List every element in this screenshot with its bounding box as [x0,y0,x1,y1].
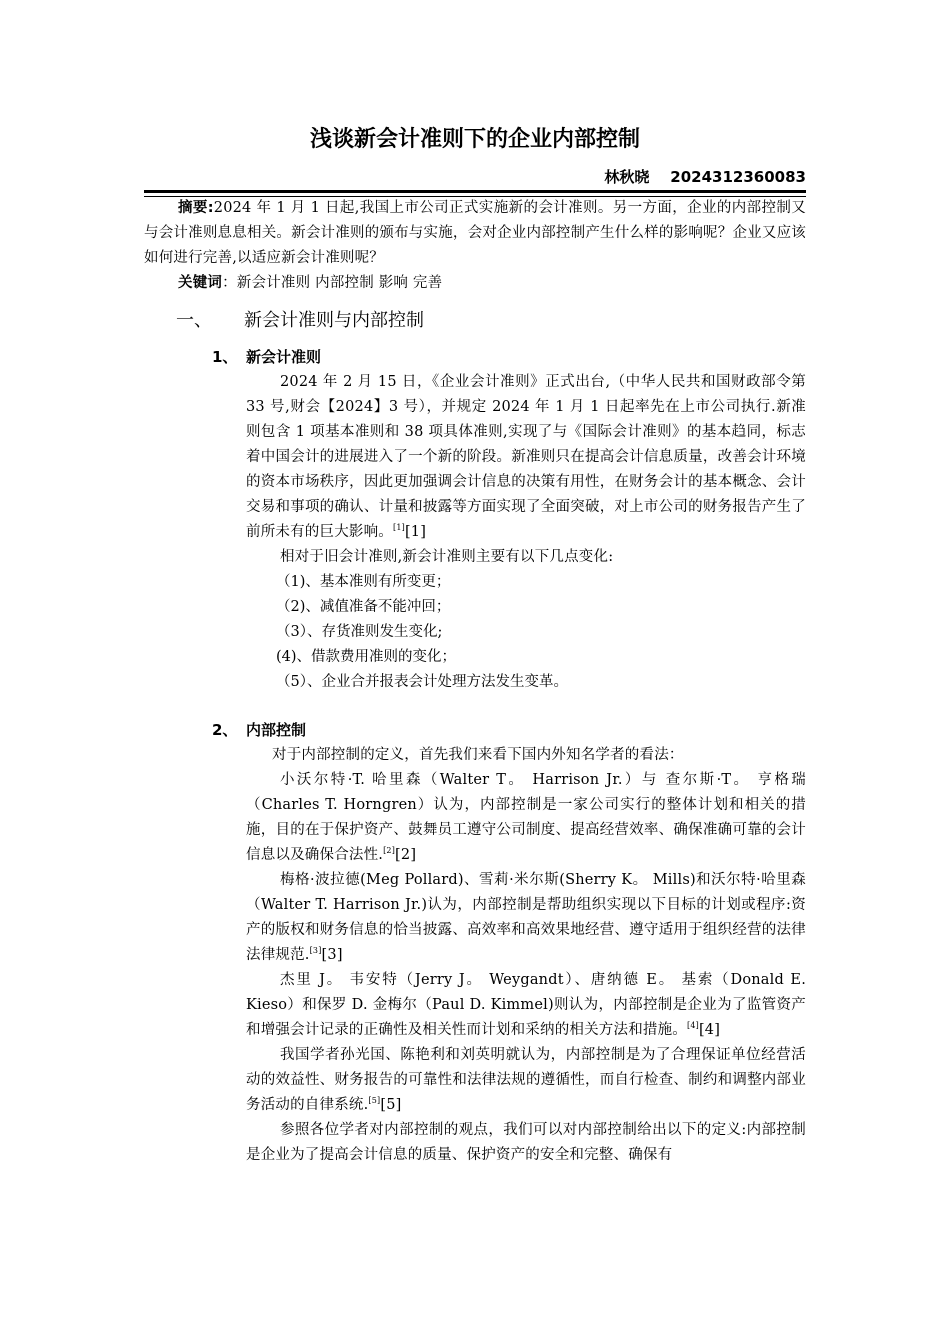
paragraph-text: 2024 年 2 月 15 日，《企业会计准则》正式出台,（中华人民共和国财政部令第 33 号,财会【2024】3 号），并规定 2024 年 1 月 1 日起率先在上市公司执行.新准则包含 1 项基本准则和 38 项具体准则,实现了与《国际会计准则》的基本趋同，标志着中国会计的进展进入了一个新的阶段。新准则只在提高会计信息质量，改善会计环境的资本市场秩序，因此更加强调会计信息的决策有用性，在财务会计的基本概念、会计交易和事项的确认、计量和披露等方面实现了全面突破，对上市公司的财务报告产生了前所未有的巨大影响。 [246,374,806,540]
list-item: （5）、企业合并报表会计处理方法发生变革。 [276,674,568,690]
author-line: 林秋晓 2024312360083 [604,168,806,186]
subsection-number: 2、 [212,721,238,739]
subsection-heading-1 [212,345,321,369]
paragraph [246,968,806,1043]
paragraph [246,868,806,968]
section-number: 一、 [176,310,212,331]
paragraph [246,370,806,545]
footnote-mark: [5] [368,1096,381,1106]
paragraph-text: 小沃尔特·T. 哈里森（Walter T。 Harrison Jr.）与 查尔斯·T。 亨格瑞（Charles T. Horngren）认为，内部控制是一家公司实行的整体计划和相关的措施，目的在于保护资产、鼓舞员工遵守公司制度、提高经营效率、确保准确可靠的会计信息以及确保合法性. [246,772,806,863]
footnote-mark: [3] [309,946,322,956]
subsection-number: 1、 [212,348,238,366]
abstract-paragraph [144,196,806,271]
citation: [4] [698,1022,721,1038]
subsection-2-body [246,743,806,1168]
citation: [1] [404,524,427,540]
paragraph [246,1043,806,1118]
list-item: （1)、基本准则有所变更； [276,574,451,590]
paragraph: 参照各位学者对内部控制的观点，我们可以对内部控制给出以下的定义:内部控制是企业为了提高会计信息的质量、保护资产的安全和完整、确保有 [246,1122,806,1163]
subsection-heading-2 [212,718,306,742]
list-item: (4)、借款费用准则的变化； [276,649,457,665]
subsection-1-body [246,370,806,695]
keywords-text: ：新会计准则 内部控制 影响 完善 [222,275,443,291]
citation: [2] [395,847,417,863]
paragraph-text: 杰里 J。 韦安特（Jerry J。 Weygandt）、唐纳德 E。 基索（Donald E. Kieso）和保罗 D. 金梅尔（Paul D. Kimmel)则认为，内部控制是企业为了监管资产和增强会计记录的正确性及相关性而计划和采纳的相关方法和措施。 [246,972,806,1038]
footnote-mark: [4] [687,1021,699,1031]
list-item: （3）、存货准则发生变化; [276,624,443,640]
footnote-mark: [1] [393,523,405,533]
paragraph [246,768,806,868]
citation: [5] [380,1097,402,1113]
keywords-paragraph [144,271,806,296]
subsection-title: 内部控制 [246,721,307,739]
document-title: 浅谈新会计准则下的企业内部控制 [309,127,640,152]
abstract [144,196,806,296]
abstract-label: 摘要: [178,200,214,216]
section-heading-1 [176,307,424,335]
abstract-text: 2024 年 1 月 1 日起,我国上市公司正式实施新的会计准则。另一方面，企业的内部控制又与会计准则息息相关。新会计准则的颁布与实施，会对企业内部控制产生什么样的影响呢？企业又应该如何进行完善,以适应新会计准则呢？ [144,200,806,266]
paragraph-text: 我国学者孙光国、陈艳利和刘英明就认为，内部控制是为了合理保证单位经营活动的效益性、财务报告的可靠性和法律法规的遵循性，而自行检查、制约和调整内部业务活动的自律系统. [246,1047,806,1113]
paragraph: 对于内部控制的定义，首先我们来看下国内外知名学者的看法： [272,747,684,763]
citation: [3] [321,947,343,963]
paragraph-text: 梅格·波拉德(Meg Pollard)、雪莉·米尔斯(Sherry K。 Mills)和沃尔特·哈里森（Walter T. Harrison Jr.)认为，内部控制是帮助组织实现以下目标的计划或程序:资产的版权和财务信息的恰当披露、高效率和高效果地经营、遵守适用于组织经营的法律法律规范. [246,872,806,963]
subsection-title: 新会计准则 [246,348,322,366]
section-title: 新会计准则与内部控制 [244,310,424,331]
paragraph: 相对于旧会计准则,新会计准则主要有以下几点变化: [280,549,614,565]
list-item: （2)、减值准备不能冲回； [276,599,451,615]
footnote-mark: [2] [383,846,396,856]
keywords-label: 关键词 [178,275,223,291]
